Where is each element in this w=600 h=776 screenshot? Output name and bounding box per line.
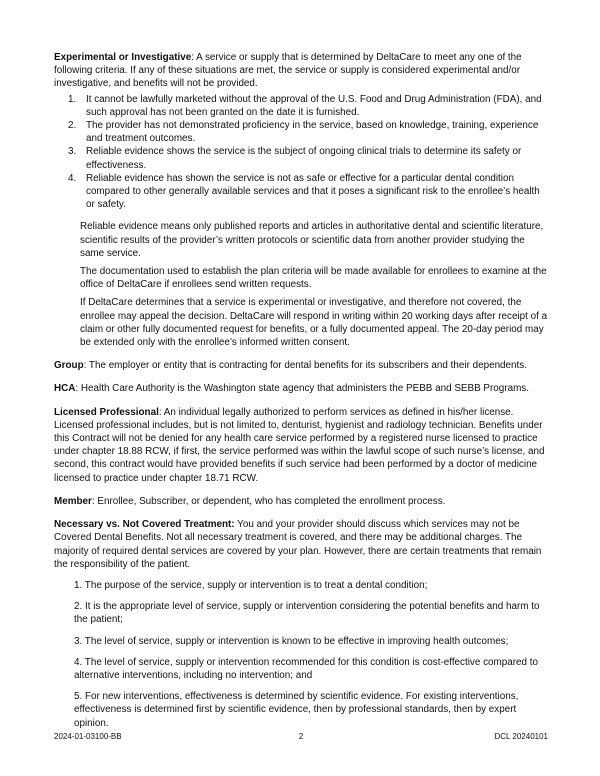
experimental-notes [54,220,548,349]
hca-text: : Health Care Authority is the Washington state agency that administers the PEBB and SEBB Programs. [75,383,529,395]
licensed-professional-definition [54,406,548,485]
appeal-note: If DeltaCare determines that a service is experimental or investigative, and therefore not covered, the enrollee may appeal the decision. DeltaCare will respond in writing within 20 working days after receipt of a claim or other fully documented request for benefits, or a fully documented appeal. The 20-day period may be extended only with the enrollee’s informed written consent. [80,297,548,349]
list-item: 1. The purpose of the service, supply or intervention is to treat a dental condition; [74,579,428,591]
group-term: Group [54,360,84,372]
experimental-criteria-list [54,93,548,212]
licensed-professional-text: : An individual legally authorized to perform services as defined in his/her license. Licensed professional includes, but is not limited to, denturist, hygienist and radiology technician. Benefits under this Contract will not be denied for any health care service performed by a registered nurse licensed to practice under chapter 18.88 RCW, if first, the service performed was within the lawful scope of such nurse’s license, and second, this contract would have provided benefits if such service had been performed by a doctor of medicine licensed to practice under chapter 18.71 RCW. [54,406,545,484]
list-item-number: 2. [68,120,77,132]
necessary-criteria-list [54,579,548,730]
list-item [68,119,548,145]
hca-term: HCA [54,383,76,395]
list-item-text: Reliable evidence shows the service is the subject of ongoing clinical trials to determine its safety or effectiveness. [86,146,522,171]
licensed-professional-term: Licensed Professional [54,406,159,418]
member-definition [54,495,548,508]
version-code: DCL 20240101 [494,732,548,741]
group-text: : The employer or entity that is contracting for dental benefits for its subscribers and their dependents. [83,360,527,372]
documentation-note: The documentation used to establish the plan criteria will be made available for enrollees to examine at the office of DeltaCare if enrollees send written requests. [80,266,547,291]
necessary-term: Necessary vs. Not Covered Treatment: [54,519,235,531]
group-definition [54,359,548,372]
experimental-section [54,51,548,349]
document-code: 2024-01-03100-BB [54,732,122,741]
experimental-term: Experimental or Investigative [54,52,192,63]
page-number: 2 [298,732,304,741]
experimental-intro-text: : A service or supply that is determined by DeltaCare to meet any one of the following criteria. If any of these situations are met, the service or supply is considered experimental and/or investigative, and benefits will not be provided. [54,52,522,90]
list-item: 2. It is the appropriate level of service, supply or intervention considering the potential benefits and harm to the patient; [74,601,540,626]
document-body [54,51,548,738]
hca-definition [54,382,548,395]
list-item: 3. The level of service, supply or intervention is known to be effective in improving health outcomes; [74,635,509,647]
reliable-evidence-note: Reliable evidence means only published reports and articles in authoritative dental and scientific literature, scientific results of the provider’s written protocols or scientific data from another provider studying the same service. [80,221,544,259]
list-item-text: The provider has not demonstrated proficiency in the service, based on knowledge, training, experience and treatment outcomes. [86,120,539,145]
list-item [68,93,548,119]
list-item: 4. The level of service, supply or intervention recommended for this condition is cost-effective compared to alternative interventions, including no intervention; and [74,656,538,681]
necessary-definition [54,518,548,571]
list-item-number: 3. [68,146,77,158]
list-item-text: Reliable evidence has shown the service is not as safe or effective for a particular dental condition compared to other generally available services and that it poses a significant risk to the enrollee’s health or safety. [86,172,540,211]
necessary-text: You and your provider should discuss which services may not be Covered Dental Benefits. Not all necessary treatment is covered, and there may be additional charges. The majority of required dental services are covered by your plan. However, there are certain treatments that remain the responsibility of the patient. [54,519,542,570]
member-term: Member [54,495,92,507]
member-text: : Enrollee, Subscriber, or dependent, who has completed the enrollment process. [91,495,446,507]
list-item-number: 1. [68,93,77,105]
list-item-text: It cannot be lawfully marketed without the approval of the U.S. Food and Drug Administration (FDA), and such approval has not been granted on the date it is furnished. [86,93,542,118]
list-item-number: 4. [68,172,77,184]
experimental-intro [54,51,548,91]
list-item [68,172,548,212]
list-item: 5. For new interventions, effectiveness is determined by scientific evidence. For existing interventions, effectiveness is determined first by scientific evidence, then by professional standards, then by expert opinion. [74,691,519,729]
list-item [68,145,548,171]
